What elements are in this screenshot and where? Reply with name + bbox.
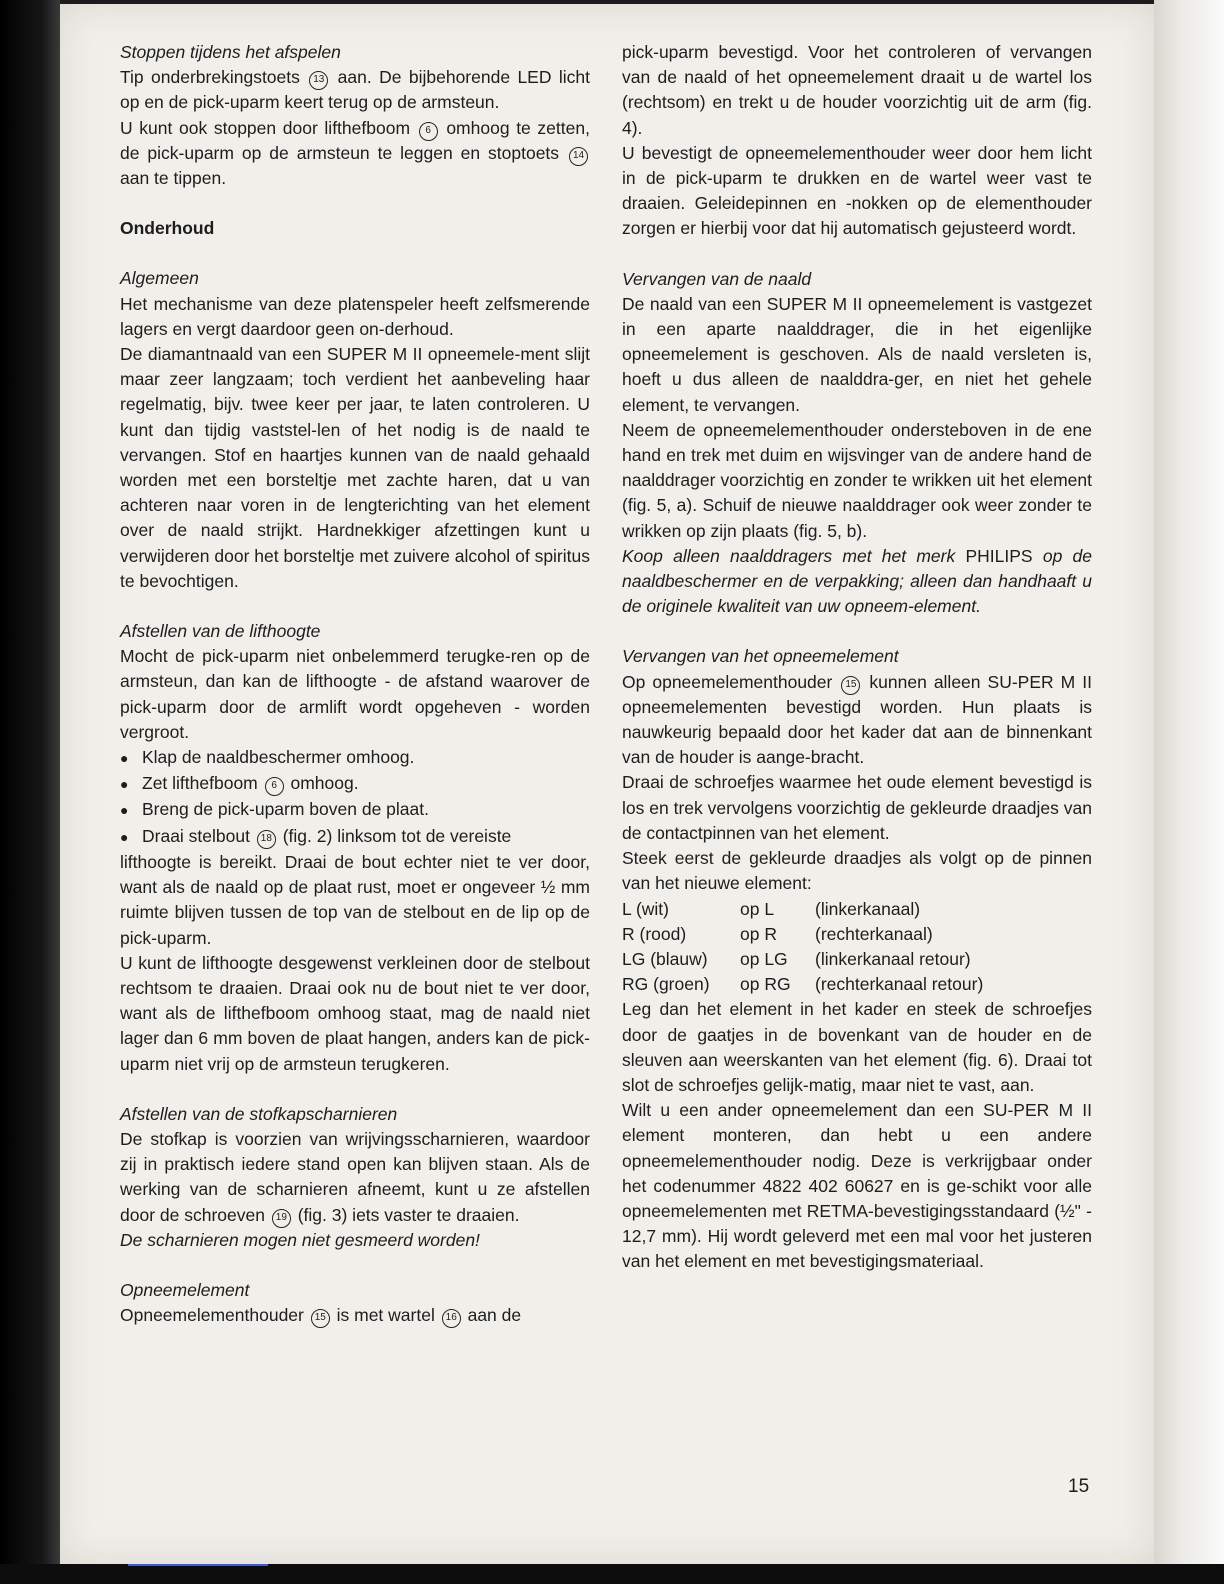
- scan-bottom-edge: [0, 1564, 1224, 1584]
- text: Tip onderbrekingstoets: [120, 67, 300, 88]
- paragraph: Het mechanisme van deze platenspeler heeft zelfsmerende lagers en vergt daardoor geen on-derhoud.: [120, 293, 590, 339]
- paragraph: pick-uparm bevestigd. Voor het controleren of vervangen van de naald of het opneemelement draait u de wartel los (rechtsom) en trekt u de houder voorzichtig uit de arm (fig. 4).: [622, 42, 1092, 138]
- section-title: Onderhoud: [120, 218, 215, 239]
- text: Breng de pick-uparm boven de plaat.: [142, 799, 429, 820]
- text: Op opneemelementhouder: [622, 671, 833, 692]
- callout-number: 13: [309, 71, 328, 90]
- text: De stofkap is voorzien van wrijvingsscharnieren, waardoor zij in praktisch iedere stand open kan blijven staan. Als de werking van de scharnieren afneemt, kunt u ze afstellen door de schroeven: [120, 1128, 590, 1225]
- channel-label: (linkerkanaal): [815, 898, 921, 919]
- pin-label: op LG: [740, 948, 788, 969]
- note-paragraph: [622, 544, 1092, 620]
- connection-row: [622, 947, 1092, 972]
- callout-number: 6: [265, 777, 284, 796]
- warning-text: De scharnieren mogen niet gesmeerd worden!: [120, 1229, 480, 1250]
- paragraph: [120, 1127, 590, 1228]
- section-heading: Opneemelement: [120, 1279, 250, 1300]
- section-heading: Algemeen: [120, 268, 199, 289]
- right-column: [622, 40, 1092, 1275]
- text: (fig. 3) iets vaster te draaien.: [297, 1204, 520, 1225]
- wire-label: R (rood): [622, 923, 687, 944]
- paragraph: Wilt u een ander opneemelement dan een SU-PER M II element monteren, dan hebt u een andere opneemelementhouder nodig. Deze is verkrijgbaar onder het codenummer 4822 402 60627 en is ge-schikt voor alle opneemelementen met RETMA-bevestigingsstandaard (½" - 12,7 mm). Hij wordt geleverd met een mal voor het justeren van het element en met bevestigingsmateriaal.: [622, 1100, 1092, 1272]
- wire-label: RG (groen): [622, 974, 710, 995]
- text: kunnen alleen SU-PER M II opneemelementen bevestigd worden. Hun plaats is nauwkeurig bepaald door het kader dat aan de binnenkant van de houder is aange-bracht.: [622, 671, 1092, 768]
- text: is met wartel: [336, 1305, 435, 1326]
- scan-right-edge: [1154, 0, 1224, 1584]
- bullet-item: [120, 797, 590, 823]
- paragraph: [120, 1303, 590, 1328]
- pin-label: op L: [740, 898, 775, 919]
- paragraph: Neem de opneemelementhouder ondersteboven in de ene hand en trek met duim en wijsvinger van de andere hand de naalddrager voorzichtig en zonder te wrikken uit het element (fig. 5, a). Schuif de nieuwe naalddrager ook weer zonder te wrikken op zijn plaats (fig. 5, b).: [622, 419, 1092, 541]
- paragraph: Leg dan het element in het kader en steek de schroefjes door de gaatjes in de bovenkant van de houder en de sleuven aan weerskanten van het element (fig. 6). Draai tot slot de schroefjes gelijk-matig, maar niet te vast, aan.: [622, 999, 1092, 1095]
- paragraph: Mocht de pick-uparm niet onbelemmerd terugke-ren op de armsteun, dan kan de lifthoogte - de afstand waarover de pick-uparm door de armlift wordt opgeheven - worden vergroot.: [120, 646, 590, 742]
- wire-label: LG (blauw): [622, 948, 708, 969]
- text: U kunt ook stoppen door lifthefboom: [120, 117, 411, 138]
- text: Opneemelementhouder: [120, 1305, 304, 1326]
- text: Koop alleen naalddragers met het merk: [622, 545, 956, 566]
- paragraph: U kunt de lifthoogte desgewenst verkleinen door de stelbout rechtsom te draaien. Draai ook nu de bout niet te ver door, want als de lifthefboom omhoog staat, mag de naald niet lager dan 6 mm boven de plaat hangen, anders kan de pick-uparm niet vrij op de armsteun terugkeren.: [120, 952, 590, 1074]
- connection-row: [622, 922, 1092, 947]
- text: Klap de naaldbeschermer omhoog.: [142, 747, 415, 768]
- scan-left-edge: [0, 0, 60, 1584]
- scan-edge-mark: [128, 1564, 268, 1566]
- section-heading: Vervangen van de naald: [622, 268, 812, 289]
- bullet-dot: ●: [120, 828, 129, 845]
- text: omhoog te zetten, de pick-uparm op de armsteun te leggen en stoptoets: [120, 117, 590, 163]
- callout-number: 6: [419, 122, 438, 141]
- callout-number: 18: [257, 830, 276, 849]
- paragraph: Draai de schroefjes waarmee het oude element bevestigd is los en trek vervolgens voorzichtig de gekleurde draadjes van de contactpinnen van het element.: [622, 772, 1092, 843]
- paragraph: lifthoogte is bereikt. Draai de bout echter niet te ver door, want als de naald op de plaat rust, moet er ongeveer ½ mm ruimte blijven tussen de top van de stelbout en de lip op de pick-uparm.: [120, 851, 590, 948]
- brand-name: PHILIPS: [965, 545, 1033, 566]
- section-heading: Afstellen van de lifthoogte: [120, 621, 321, 642]
- paragraph: Steek eerst de gekleurde draadjes als volgt op de pinnen van het nieuwe element:: [622, 848, 1092, 894]
- text: (fig. 2) linksom tot de vereiste: [282, 825, 512, 846]
- bullet-item: [120, 824, 590, 850]
- page-number: 15: [1068, 1476, 1090, 1497]
- pin-label: op R: [740, 923, 777, 944]
- channel-label: (linkerkanaal retour): [815, 948, 971, 969]
- paragraph: U bevestigt de opneemelementhouder weer door hem licht in de pick-uparm te drukken en de wartel weer vast te draaien. Geleidepinnen en -nokken op de elementhouder zorgen er hierbij voor dat hij automatisch gejusteerd wordt.: [622, 142, 1092, 239]
- text: aan te tippen.: [120, 168, 227, 189]
- paragraph: [120, 116, 590, 192]
- callout-number: 15: [311, 1309, 330, 1328]
- bullet-dot: ●: [120, 802, 129, 819]
- connection-row: [622, 972, 1092, 997]
- bullet-dot: ●: [120, 750, 129, 767]
- paragraph: De naald van een SUPER M II opneemelement is vastgezet in een aparte naalddrager, die in het eigenlijke opneemelement is geschoven. Als de naald versleten is, hoeft u dus alleen de naalddra-ger, en niet het gehele element, te vervangen.: [622, 293, 1092, 415]
- connection-row: [622, 897, 1092, 922]
- text: aan de: [467, 1305, 522, 1326]
- text: op de naaldbeschermer en de verpakking; alleen dan handhaaft u de originele kwaliteit van uw opneem-element.: [622, 545, 1092, 617]
- channel-label: (rechterkanaal): [815, 923, 933, 944]
- callout-number: 19: [272, 1209, 291, 1228]
- connection-table: [622, 897, 1092, 998]
- channel-label: (rechterkanaal retour): [815, 974, 984, 995]
- paragraph: [622, 670, 1092, 771]
- bullet-item: [120, 771, 590, 797]
- text: aan. De bijbehorende LED licht op en de pick-uparm keert terug op de armsteun.: [120, 67, 590, 113]
- paragraph: De diamantnaald van een SUPER M II opneemele-ment slijt maar zeer langzaam; toch verdient het aanbeveling haar regelmatig, bijv. twee keer per jaar, te laten controleren. U kunt dan tijdig vaststel-len of het nodig is de naald te vervangen. Stof en haartjes kunnen van de naald gehaald worden met een borsteltje met zachte haren, dat u van achteren naar voren in de lengterichting van het element over de naald strijkt. Hardnekkiger afzettingen kunt u verwijderen door het borsteltje met zuivere alcohol of spiritus te bevochtigen.: [120, 344, 590, 591]
- bullet-dot: ●: [120, 776, 129, 793]
- callout-number: 14: [569, 147, 588, 166]
- text: Draai stelbout: [142, 825, 250, 846]
- wire-label: L (wit): [622, 898, 669, 919]
- pin-label: op RG: [740, 974, 791, 995]
- section-heading: Afstellen van de stofkapscharnieren: [120, 1103, 398, 1124]
- bullet-item: [120, 745, 590, 771]
- paragraph: [120, 65, 590, 115]
- left-column: [120, 40, 590, 1328]
- text: omhoog.: [290, 773, 359, 794]
- callout-number: 16: [442, 1309, 461, 1328]
- callout-number: 15: [841, 676, 860, 695]
- section-heading: Vervangen van het opneemelement: [622, 646, 899, 667]
- section-heading: Stoppen tijdens het afspelen: [120, 42, 341, 62]
- text: Zet lifthefboom: [142, 773, 258, 794]
